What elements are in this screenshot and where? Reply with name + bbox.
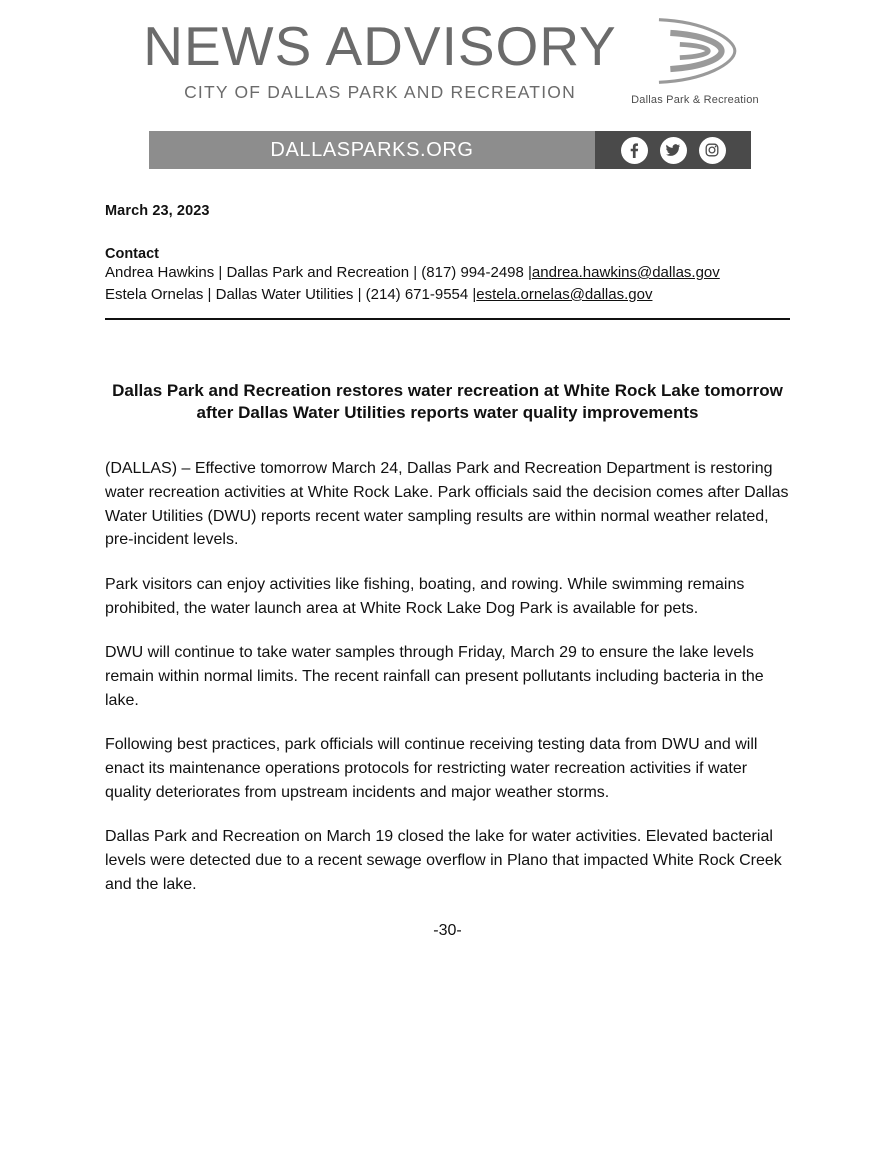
swoosh-logo-icon <box>646 14 744 88</box>
logo-caption: Dallas Park & Recreation <box>631 94 759 106</box>
horizontal-divider <box>105 318 790 320</box>
department-logo <box>625 14 765 106</box>
social-links <box>595 131 751 169</box>
masthead-subtitle: CITY OF DALLAS PARK AND RECREATION <box>184 81 576 102</box>
contact-details: Andrea Hawkins | Dallas Park and Recreation | (817) 994-2498 | <box>105 264 532 281</box>
contact-label: Contact <box>105 246 159 262</box>
paragraph: Dallas Park and Recreation on March 19 closed the lake for water activities. Elevated bacterial levels were detected due to a recent sewage overflow in Plano that impacted White Rock Creek and the lake. <box>105 828 782 893</box>
release-body <box>105 203 790 940</box>
contact-email-link[interactable]: andrea.hawkins@dallas.gov <box>531 264 720 281</box>
website-social-bar <box>149 131 751 169</box>
masthead <box>0 0 893 125</box>
end-mark: -30- <box>433 922 462 940</box>
masthead-title: NEWS ADVISORY <box>143 15 617 77</box>
paragraph: (DALLAS) – Effective tomorrow March 24, Dallas Park and Recreation Department is restoring water recreation activities at White Rock Lake. Park officials said the decision comes after Dallas Water Utilities (DWU) reports recent water sampling results are within normal weather related, pre-incident levels. <box>105 460 789 549</box>
paragraph: Park visitors can enjoy activities like fishing, boating, and rowing. While swimming remains prohibited, the water launch area at White Rock Lake Dog Park is available for pets. <box>105 576 745 617</box>
contact-row <box>105 284 790 306</box>
release-date: March 23, 2023 <box>105 203 210 219</box>
contact-row <box>105 262 790 284</box>
contact-details: Estela Ornelas | Dallas Water Utilities | (214) 671-9554 | <box>105 285 477 303</box>
paragraph: DWU will continue to take water samples through Friday, March 29 to ensure the lake levels remain within normal limits. The recent rainfall can present pollutants including bacteria in the lake. <box>105 644 764 709</box>
website-url[interactable]: DALLASPARKS.ORG <box>149 131 595 169</box>
paragraph: Following best practices, park officials will continue receiving testing data from DWU and will enact its maintenance operations protocols for restricting water recreation activities if water quality deteriorates from upstream incidents and major weather storms. <box>105 736 758 801</box>
twitter-icon[interactable] <box>660 137 687 164</box>
headline: Dallas Park and Recreation restores water recreation at White Rock Lake tomorrow after Dallas Water Utilities reports water quality improvements <box>112 380 783 423</box>
instagram-icon[interactable] <box>699 137 726 164</box>
contact-email-link[interactable]: estela.ornelas@dallas.gov <box>476 285 653 303</box>
facebook-icon[interactable] <box>621 137 648 164</box>
